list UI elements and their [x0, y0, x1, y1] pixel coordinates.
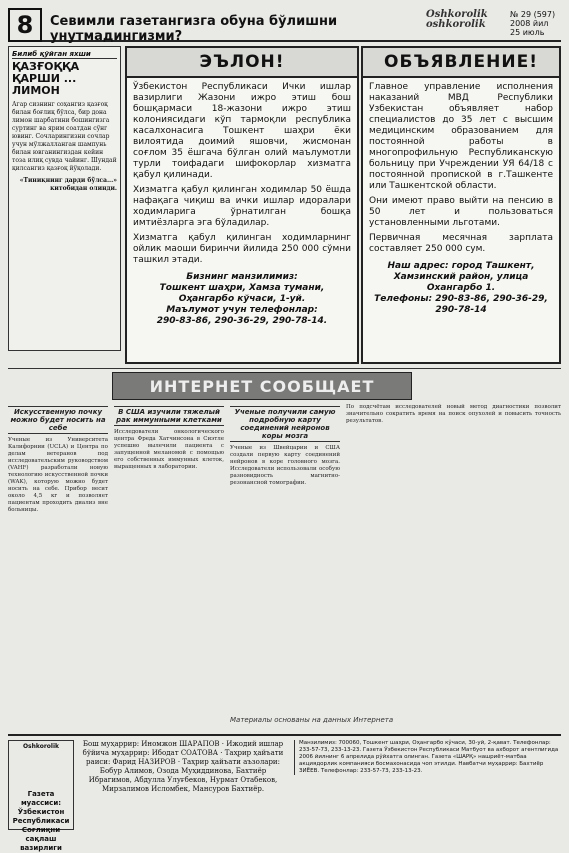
gazette-founder: Газета муассиси: Ўзбекистон Республикаси Соғлиқни сақлаш вазирлиги: [12, 790, 70, 852]
sidebar-title: ҚАЗҒОҚҚА ҚАРШИ ... ЛИМОН: [12, 60, 80, 97]
announcement-ru-phones: Телефоны: 290-83-86, 290-36-29, 290-78-14: [374, 294, 548, 315]
announcement-uz-title: ЭЪЛОН!: [127, 48, 357, 78]
announcement-ru-title: ОБЪЯВЛЕНИЕ!: [363, 48, 559, 78]
sidebar-body: Агар сизнинг соҳангиз қазғоқ билан боғлиқ бўлса, бир дона лимон шарбатини бошингизга суртинг ва ярим соатдан сўнг ювинг. Сочларингизни сочлар учун мўлжалланган шампунь билан ювганингиздан кейин тоза илиқ сувда чайинг. Шундай қилсангиз қазғоқ йўқолади.: [12, 101, 117, 172]
internet-footnote: Материалы основаны на данных Интернета: [230, 716, 394, 724]
editorial-board: Бош муҳаррир: Иномжон ШАРАПОВ · Ижодий ишлар бўйича муҳаррир: Ибодат СОАТОВА · Таҳрир ҳайъати раиси: Фарид НАЗИРОВ · Таҳрир ҳайъати аъзолари: Бобур Алимов, Озода Муҳиддинова, Бахтиёр Ибрагимов, Абдулла Улуғбеков, Нурмат Отабеков, Мирзалимов Исломбек, Мансуров Бахтиёр.: [82, 740, 284, 793]
masthead: [426, 10, 506, 30]
article-diagnostics-body: По подсчётам исследователей новый метод диагностики позволит значительно сократить время на поиск опухолей и повысить точность результатов.: [346, 404, 561, 424]
announcement-ru-address-text: Наш адрес: город Ташкент, Хамзинский район, улица Охангарбо 1.: [387, 261, 535, 293]
sidebar-kicker: Билиб қўйган яхши: [12, 50, 117, 59]
page-headline: Севимли газетангизга обуна бўлишни унутмадингизми?: [50, 14, 338, 44]
imprint: [8, 734, 561, 834]
announcement-ru: [361, 46, 561, 364]
article-artificial-kidney: [8, 404, 108, 714]
announcement-ru-p2: Они имеют право выйти на пенсию в 50 лет и пользоваться установленными льготами.: [369, 196, 553, 228]
announcement-uz-phones: 290-83-86, 290-36-29, 290-78-14.: [156, 316, 328, 326]
issue-number: № 29 (597): [510, 10, 556, 19]
article-artificial-kidney-head: Искусственную почку можно будет носить на себе: [8, 406, 108, 434]
announcement-uz-p2: Хизматга қабул қилинган ходимлар 50 ёшда нафақага чиқиш ва ички ишлар идоралари ходимларига ўрнатилган бошқа имтиёзларга эга бўладилар.: [133, 185, 351, 228]
announcement-uz-address: [131, 272, 353, 327]
announcement-uz: [125, 46, 359, 364]
announcement-uz-address-text: Тошкент шаҳри, Хамза тумани, Оҳангарбо кўчаси, 1-уй.: [159, 283, 325, 304]
article-brain-map: [230, 404, 340, 704]
announcement-uz-p3: Хизматга қабул қилинган ходимларнинг ойлик маоши биринчи йилида 250 000 сўмни ташкил этади.: [133, 233, 351, 265]
issue-info: [510, 10, 561, 37]
announcement-uz-address-head: Бизнинг манзилимиз:: [186, 272, 298, 282]
article-brain-map-body: Ученые из Швейцарии и США создали первую карту соединений нейронов в коре головного мозга. Исследователи использовали особую разновидность магнитно-резонансной томографии.: [230, 445, 340, 486]
announcement-uz-phones-head: Маълумот учун телефонлар:: [166, 305, 318, 315]
article-artificial-kidney-body: Ученые из Университета Калифорнии (UCLA) и Центра по делам ветеранов под исследовательским руководством (VAHF) разработали новую технологию искусственной почки (WAK), которую можно будет носить на себе. Прибор весит около 4,5 кг и позволяет пациентам проходить диализ вне больницы.: [8, 437, 108, 513]
article-brain-map-head: Ученые получили самую подробную карту соединений нейронов коры мозга: [230, 406, 340, 442]
issue-date: 25 июль: [510, 28, 545, 37]
announcement-ru-p1: Главное управление исполнения наказаний МВД Республики Узбекистан объявляет набор специалистов до 35 лет с высшим медицинским образованием для постоянной работы в многопрофильную Республиканскую больницу при Учреждении УЯ 64/18 с постоянной пропиской в г.Ташкенте или Ташкентской области.: [369, 82, 553, 191]
sidebar-quote: «Тиниқнинг дарди бўлса...» китобидан олинди.: [19, 177, 117, 192]
page-header: [8, 8, 561, 42]
page-number: 8: [8, 8, 42, 42]
issue-year: 2008 йил: [510, 19, 549, 28]
logo-text: Oshkorolik: [22, 743, 60, 750]
section-banner: ИНТЕРНЕТ СООБЩАЕТ: [112, 372, 412, 400]
article-cancer-head: В США изучили тяжелый рак иммунными клетками: [114, 406, 224, 426]
announcement-ru-address: [367, 261, 555, 316]
masthead-line1: Oshkorolik: [426, 9, 488, 20]
announcement-ru-p3: Первичная месячная зарплата составляет 250 000 сум.: [369, 233, 553, 254]
article-cancer: [114, 404, 224, 714]
article-diagnostics: [346, 404, 561, 704]
masthead-line2: oshkorolik: [426, 19, 486, 30]
publisher-info: Манзилимиз: 700060, Тошкент шаҳри, Оҳангарбо кўчаси, 30-уй, 2-қават. Телефонлар: 233-57-73, 233-13-23. Газета Ўзбекистон Республикаси Матбуот ва ахборот агентлигида 2006 йилнинг 6 апрелида рўйхатга олинган. Газета «ШАРҚ» нашриёт-матбаа акциядорлик компанияси босмахонасида чоп этилди. Навбатчи муҳаррир: Бахтиёр ЗИЁЕВ. Телефонлар: 233-57-73, 233-13-23.: [294, 740, 561, 775]
announcement-uz-p1: Ўзбекистон Республикаси Ички ишлар вазирлиги Жазони ижро этиш бош бошқармаси 18-жазони ижро этиш колониясидаги кўп тармоқли республика касалхонасига Тошкент шаҳри ёки вилоятида доимий яшовчи, жисмонан соғлом 35 ёшгача бўлган олий маълумотли турли тоифадаги шифокорлар хизматга қабул қилинади.: [133, 82, 351, 180]
sidebar-article: [8, 46, 121, 351]
article-cancer-body: Исследователи онкологического центра Фреда Хатчинсона в Сиэтле успешно вылечили пациента с запущенной меланомой с помощью его собственных иммунных клеток, выращенных в лаборатории.: [114, 429, 224, 470]
